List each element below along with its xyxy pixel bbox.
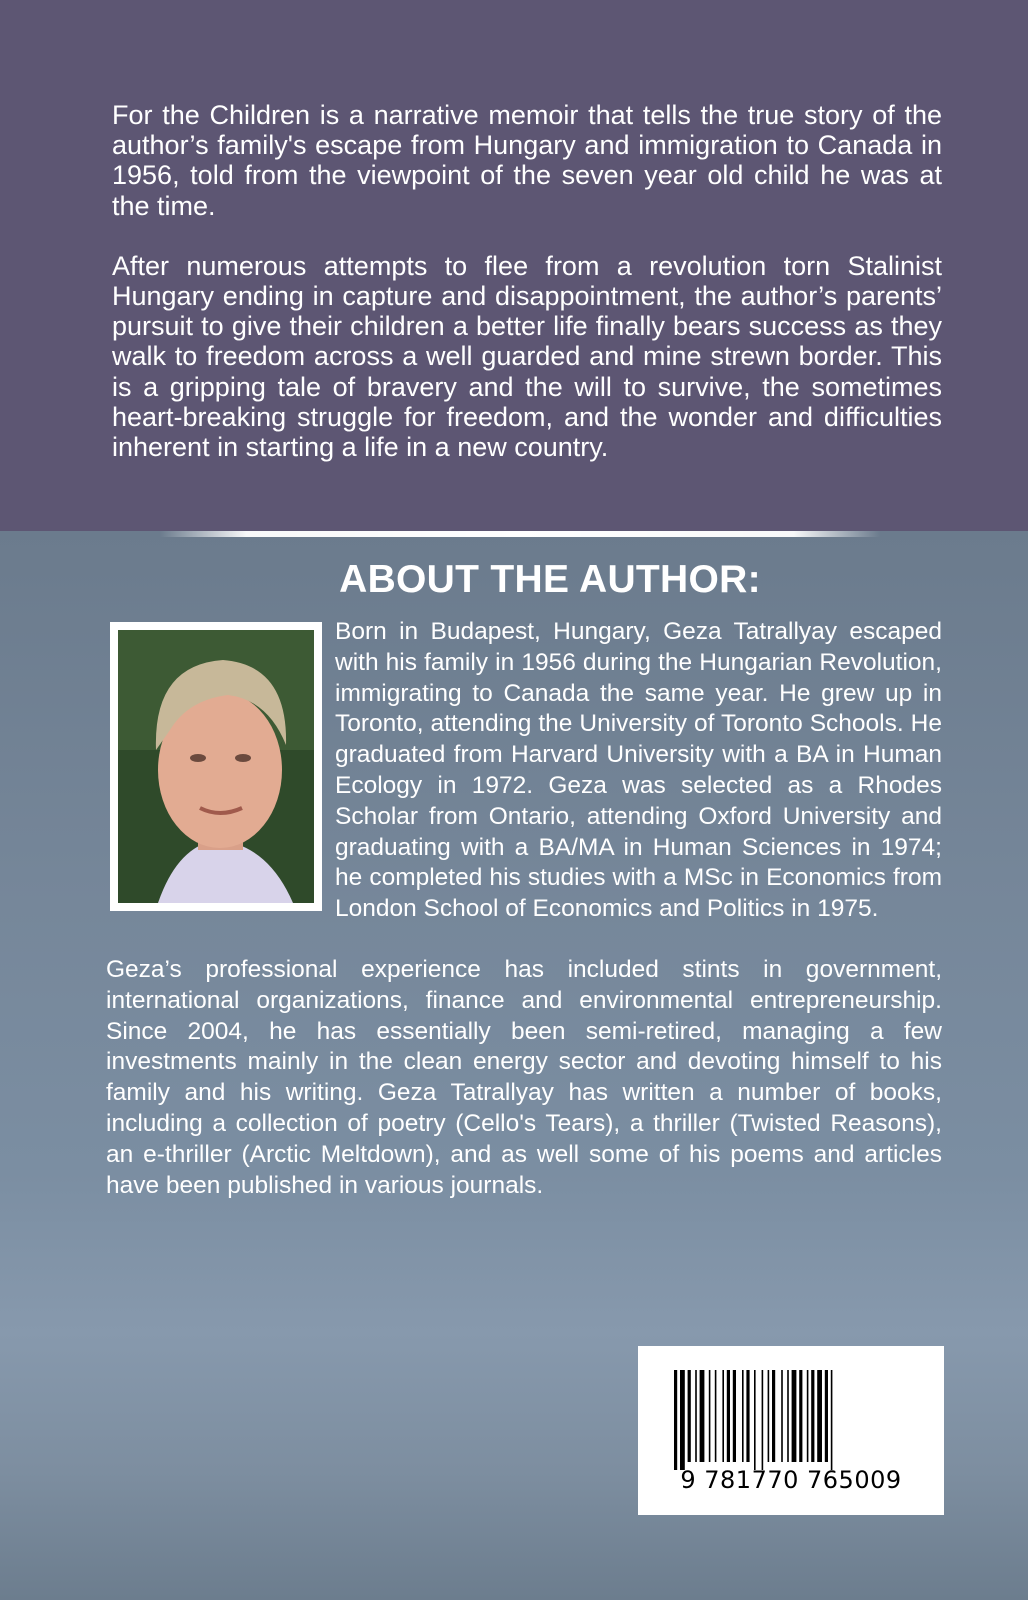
barcode-number: 9 781770 765009 [680,1466,902,1494]
barcode-bar [792,1370,797,1462]
barcode-bar [688,1370,691,1462]
barcode-bar [727,1370,730,1462]
barcode-bars [638,1346,944,1471]
barcode-bar [772,1370,775,1462]
barcode-bar [733,1370,736,1462]
barcode-bar [715,1370,717,1462]
barcode-bar [807,1370,809,1462]
barcode-bar [762,1370,764,1470]
barcode-bar [787,1370,789,1462]
barcode-bar [722,1370,724,1462]
barcode-bar [817,1370,822,1462]
barcode-bar [799,1370,802,1462]
isbn-barcode [638,1346,944,1515]
barcode-bar [709,1370,711,1462]
description-paragraph-2: After numerous attempts to flee from a revolution torn Stalinist Hungary ending in capture and disappointment, the author’s parents’ pursuit to give their children a better life finally bears success as they walk to freedom across a well guarded and mine strewn border. This is a gripping tale of bravery and the will to survive, the sometimes heart-breaking struggle for freedom, and the wonder and difficulties inherent in starting a life in a new country. [112,250,942,463]
barcode-bar [781,1370,783,1462]
author-portrait-image [118,630,314,903]
bio-paragraph-2: Geza’s professional experience has included stints in government, international organizations, finance and environmental entrepreneurship. Since 2004, he has essentially been semi-retired, managing a few investments mainly in the clean energy sector and devoting himself to his family and his writing. Geza Tatrallyay has written a number of books, including a collection of poetry (Cello's Tears), a thriller (Twisted Reasons), an e-thriller (Arctic Meltdown), and as well some of his poems and articles have been published in various journals. [106,955,942,1199]
barcode-bar [746,1370,749,1462]
barcode-bar [695,1370,697,1462]
barcode-bar [831,1370,833,1470]
barcode-bar [754,1370,756,1470]
bio-paragraph-1: Born in Budapest, Hungary, Geza Tatrallyay escaped with his family in 1956 during the Hungarian Revolution, immigrating to Canada the same year. He grew up in Toronto, attending the University of Toronto Schools. He graduated from Harvard University with a BA in Human Ecology in 1972. Geza was selected as a Rhodes Scholar from Ontario, attending Oxford University and graduating with a BA/MA in Human Sciences in 1974; he completed his studies with a MSc in Economics from London School of Economics and Politics in 1975. [335,618,942,923]
description-paragraph-1: For the Children is a narrative memoir that tells the true story of the author’s family's escape from Hungary and immigration to Canada in 1956, told from the viewpoint of the seven year old child he was at the time. [112,100,942,221]
barcode-bar [825,1370,828,1462]
barcode-bar [680,1370,685,1470]
section-divider [160,531,880,537]
book-description [112,100,942,492]
barcode-bar [742,1370,744,1462]
author-photo [110,622,322,911]
barcode-bar [674,1370,677,1470]
barcode-bar [700,1370,705,1462]
barcode-bar [811,1370,814,1462]
about-author-heading: ABOUT THE AUTHOR: [339,558,761,601]
barcode-bar [768,1370,770,1462]
